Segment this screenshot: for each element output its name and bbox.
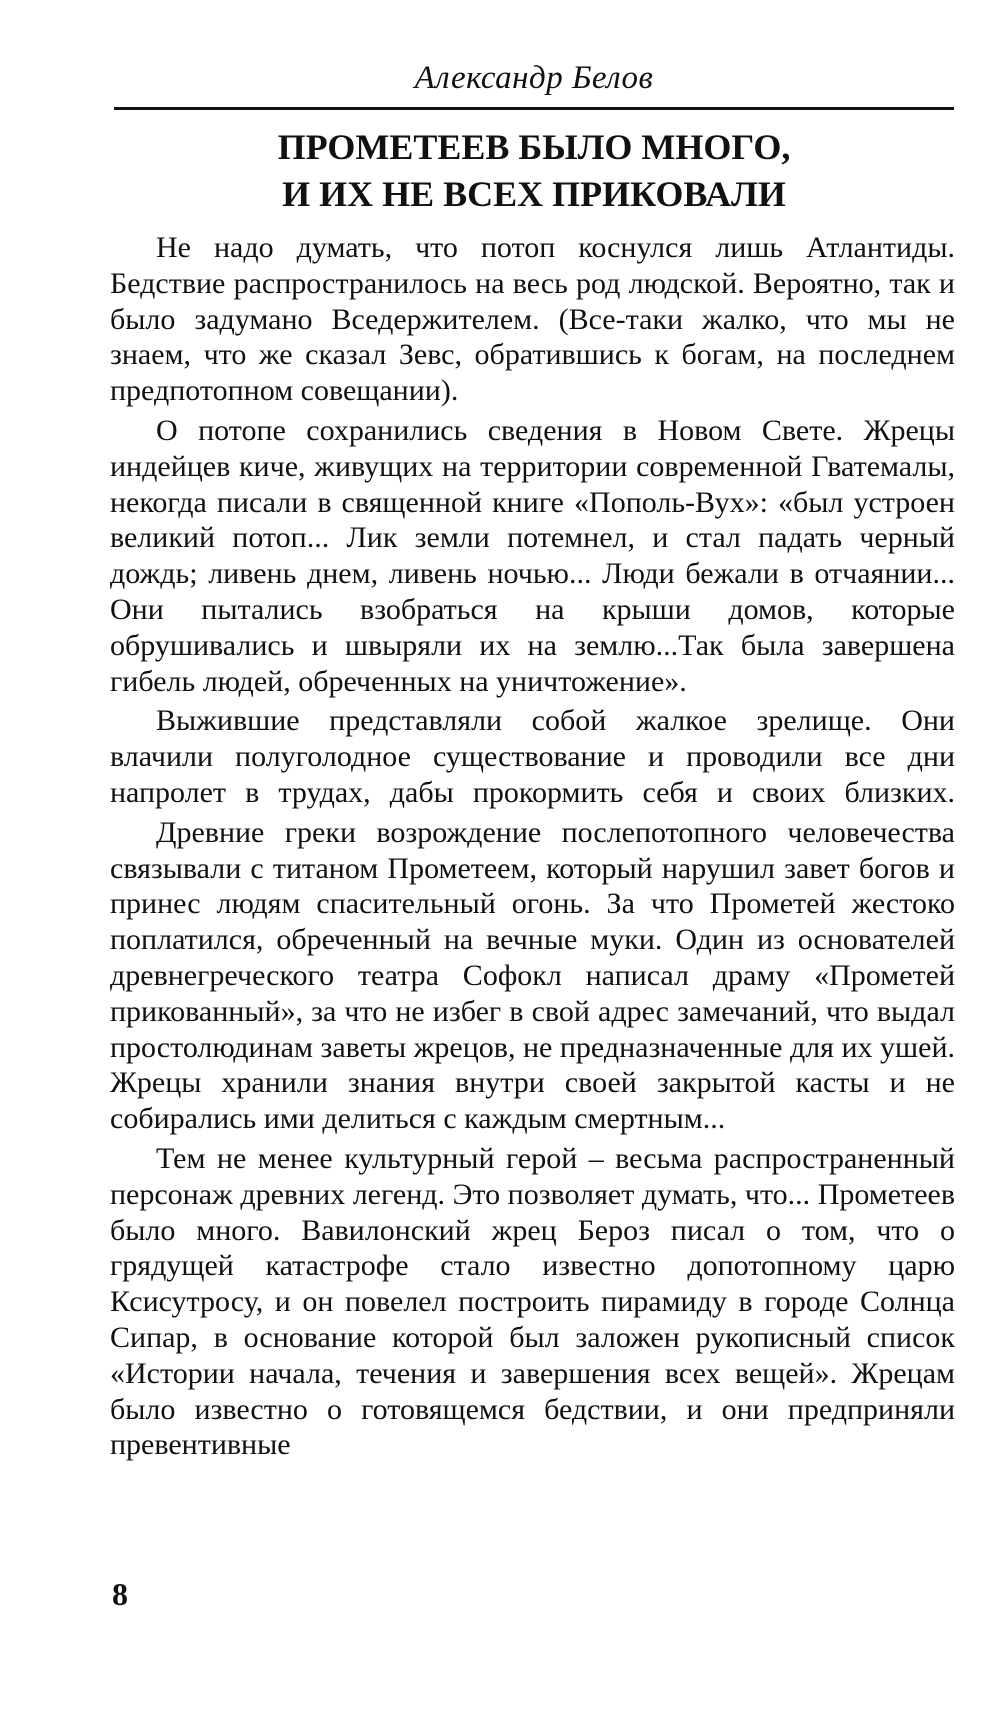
- chapter-title: [114, 124, 954, 218]
- running-head-author: Александр Белов: [414, 60, 654, 96]
- page-number: 8: [112, 1576, 128, 1612]
- header-rule: [114, 107, 954, 110]
- paragraph-3: Выжившие представляли собой жалкое зрелище. Они влачили полуголодное существование и проводили все дни напролет в трудах, дабы прокормить себя и своих близких.: [110, 704, 955, 809]
- paragraph-5: Тем не менее культурный герой – весьма распространенный персонаж древних легенд. Это позволяет думать, что... Прометеев было много. Вавилонский жрец Бероз писал о том, что о грядущей катастрофе стало известно допотопному царю Ксисутросу, и он повелел построить пирамиду в городе Солнца Сипар, в основание которой был заложен рукописный список «Истории начала, течения и завершения всех вещей». Жрецам было известно о готовящемся бедствии, и они предприняли превентивные: [110, 1141, 955, 1462]
- chapter-title-line-2: И ИХ НЕ ВСЕХ ПРИКОВАЛИ: [282, 174, 786, 214]
- chapter-title-line-1: ПРОМЕТЕЕВ БЫЛО МНОГО,: [277, 127, 791, 167]
- paragraph-2: О потопе сохранились сведения в Новом Свете. Жрецы индейцев киче, живущих на территории современной Гватемалы, некогда писали в священной книге «Пополь-Вух»: «был устроен великий потоп... Лик земли потемнел, и стал падать черный дождь; ливень днем, ливень ночью... Люди бежали в отчаянии... Они пытались взобраться на крыши домов, которые обрушивались и швыряли их на землю...Так была завершена гибель людей, обреченных на уничтожение».: [110, 413, 955, 698]
- paragraph-1: Не надо думать, что потоп коснулся лишь Атлантиды. Бедствие распространилось на весь род людской. Вероятно, так и было задумано Вседержителем. (Все-таки жалко, что мы не знаем, что же сказал Зевс, обратившись к богам, на последнем предпотопном совещании).: [110, 231, 955, 408]
- paragraph-4: Древние греки возрождение послепотопного человечества связывали с титаном Прометеем, который нарушил завет богов и принес людям спасительный огонь. За что Прометей жестоко поплатился, обреченный на вечные муки. Один из основателей древнегреческого театра Софокл написал драму «Прометей прикованный», за что не избег в свой адрес замечаний, что выдал простолюдинам заветы жрецов, не предназначенные для их ушей. Жрецы хранили знания внутри своей закрытой касты и не собирались ими делиться с каждым смертным...: [110, 815, 956, 1136]
- body-text: [110, 230, 955, 1467]
